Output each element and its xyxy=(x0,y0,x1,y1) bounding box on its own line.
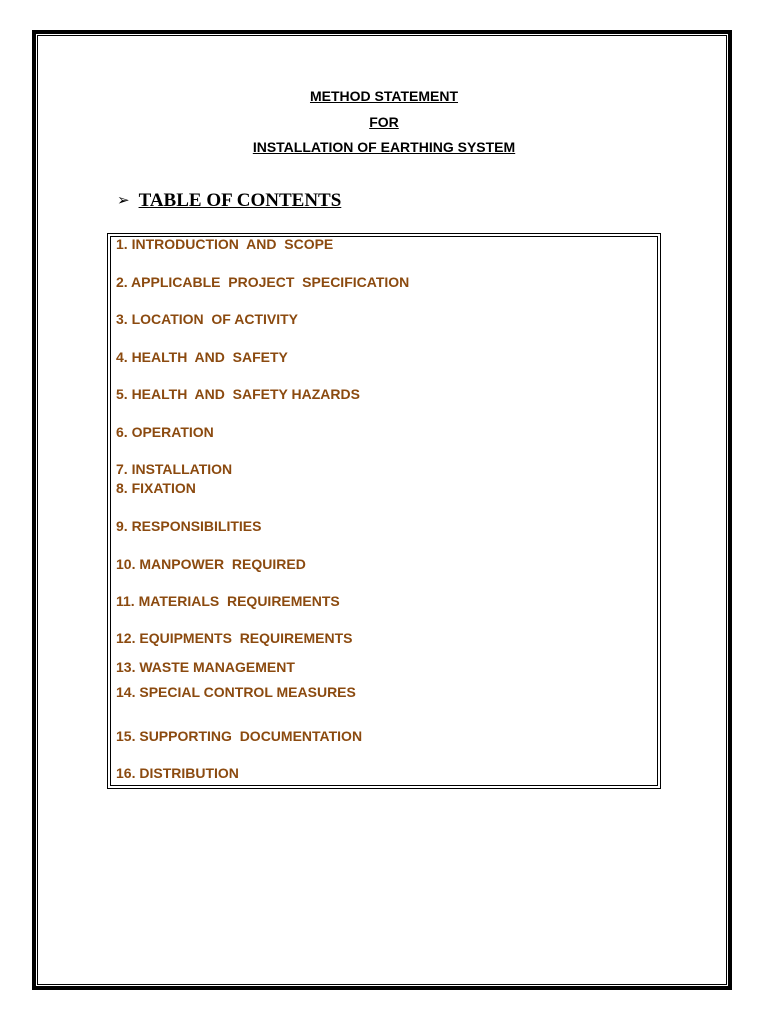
arrow-bullet-icon: ➢ xyxy=(117,191,130,209)
toc-item-1: 1. INTRODUCTION AND SCOPE xyxy=(116,236,334,252)
toc-item-2: 2. APPLICABLE PROJECT SPECIFICATION xyxy=(116,274,410,290)
toc-item-10: 10. MANPOWER REQUIRED xyxy=(116,556,306,572)
toc-heading xyxy=(117,190,341,212)
toc-item-6: 6. OPERATION xyxy=(116,424,214,440)
toc-item-15: 15. SUPPORTING DOCUMENTATION xyxy=(116,728,363,744)
document-title-line-1: METHOD STATEMENT xyxy=(309,88,459,104)
toc-item-4: 4. HEALTH AND SAFETY xyxy=(116,349,288,365)
toc-item-7: 7. INSTALLATION xyxy=(116,461,233,477)
toc-item-12: 12. EQUIPMENTS REQUIREMENTS xyxy=(116,630,353,646)
toc-item-9: 9. RESPONSIBILITIES xyxy=(116,518,262,534)
toc-heading-label: TABLE OF CONTENTS xyxy=(138,190,342,211)
toc-item-14: 14. SPECIAL CONTROL MEASURES xyxy=(116,684,356,700)
toc-item-3: 3. LOCATION OF ACTIVITY xyxy=(116,311,298,327)
document-title-line-3: INSTALLATION OF EARTHING SYSTEM xyxy=(252,139,516,155)
toc-item-5: 5. HEALTH AND SAFETY HAZARDS xyxy=(116,386,360,402)
document-title-line-2: FOR xyxy=(369,114,399,130)
toc-item-16: 16. DISTRIBUTION xyxy=(116,765,239,781)
toc-item-11: 11. MATERIALS REQUIREMENTS xyxy=(116,593,340,609)
toc-item-8: 8. FIXATION xyxy=(116,480,196,496)
toc-item-13: 13. WASTE MANAGEMENT xyxy=(116,659,295,675)
